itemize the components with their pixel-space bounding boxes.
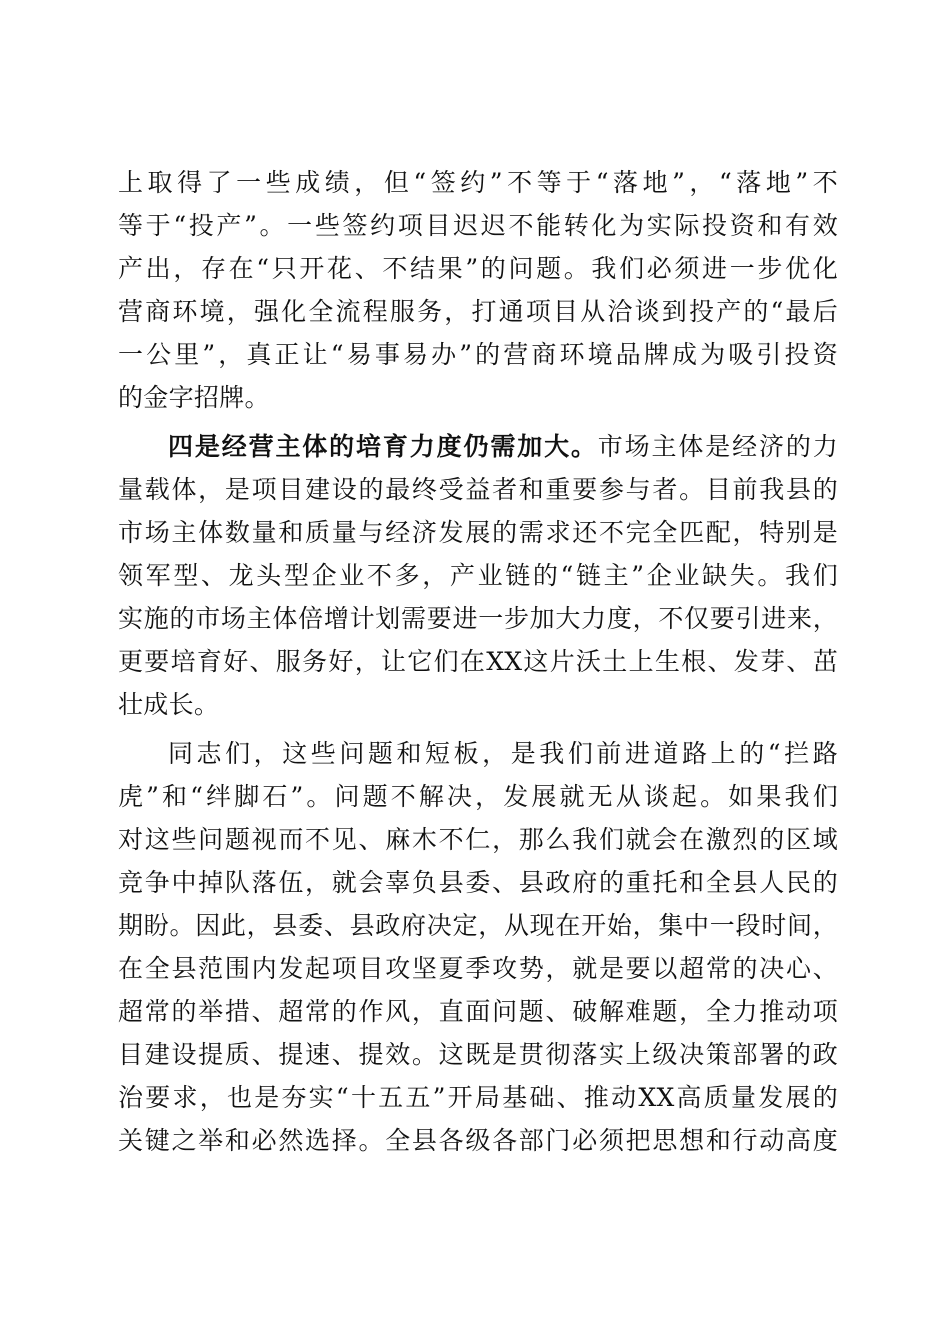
paragraph-comrades — [118, 732, 838, 1162]
text-line: 实施的市场主体倍增计划需要进一步加大力度，不仅要引进来， — [118, 604, 838, 633]
text-line: 领军型、龙头型企业不多，产业链的“链主”企业缺失。我们 — [118, 561, 838, 590]
paragraph-business-environment — [118, 161, 838, 419]
text-line — [118, 425, 838, 468]
text-line: 同志们，这些问题和短板，是我们前进道路上的“拦路 — [168, 739, 838, 768]
text-line: 期盼。因此，县委、县政府决定，从现在开始，集中一段时间， — [118, 911, 838, 940]
text-line: 的金字招牌。 — [118, 383, 270, 412]
text-line: 等于“投产”。一些签约项目迟迟不能转化为实际投资和有效 — [118, 211, 838, 240]
text-line: 量载体，是项目建设的最终受益者和重要参与者。目前我县的 — [118, 475, 838, 504]
text-line: 营商环境，强化全流程服务，打通项目从洽谈到投产的“最后 — [118, 297, 838, 326]
paragraph-market-entities — [118, 425, 838, 726]
text-line: 关键之举和必然选择。全县各级各部门必须把思想和行动高度 — [118, 1126, 838, 1155]
heading-line-rest: 市场主体是经济的力 — [597, 432, 838, 461]
text-line: 一公里”，真正让“易事易办”的营商环境品牌成为吸引投资 — [118, 340, 838, 369]
text-line: 竞争中掉队落伍，就会辜负县委、县政府的重托和全县人民的 — [118, 868, 838, 897]
section-heading: 四是经营主体的培育力度仍需加大。 — [168, 432, 598, 461]
text-line: 市场主体数量和质量与经济发展的需求还不完全匹配，特别是 — [118, 518, 838, 547]
text-line: 产出，存在“只开花、不结果”的问题。我们必须进一步优化 — [118, 254, 838, 283]
text-line: 治要求，也是夯实“十五五”开局基础、推动XX高质量发展的 — [118, 1083, 838, 1112]
text-line: 目建设提质、提速、提效。这既是贯彻落实上级决策部署的政 — [118, 1040, 838, 1069]
text-line: 超常的举措、超常的作风，直面问题、破解难题，全力推动项 — [118, 997, 838, 1026]
text-line: 虎”和“绊脚石”。问题不解决，发展就无从谈起。如果我们 — [118, 782, 838, 811]
text-line: 壮成长。 — [118, 690, 220, 719]
text-line: 上取得了一些成绩，但“签约”不等于“落地”，“落地”不 — [118, 168, 838, 197]
text-line: 对这些问题视而不见、麻木不仁，那么我们就会在激烈的区域 — [118, 825, 838, 854]
text-line: 更要培育好、服务好，让它们在XX这片沃土上生根、发芽、茁 — [118, 647, 838, 676]
text-line: 在全县范围内发起项目攻坚夏季攻势，就是要以超常的决心、 — [118, 954, 838, 983]
document-body — [118, 161, 838, 1168]
